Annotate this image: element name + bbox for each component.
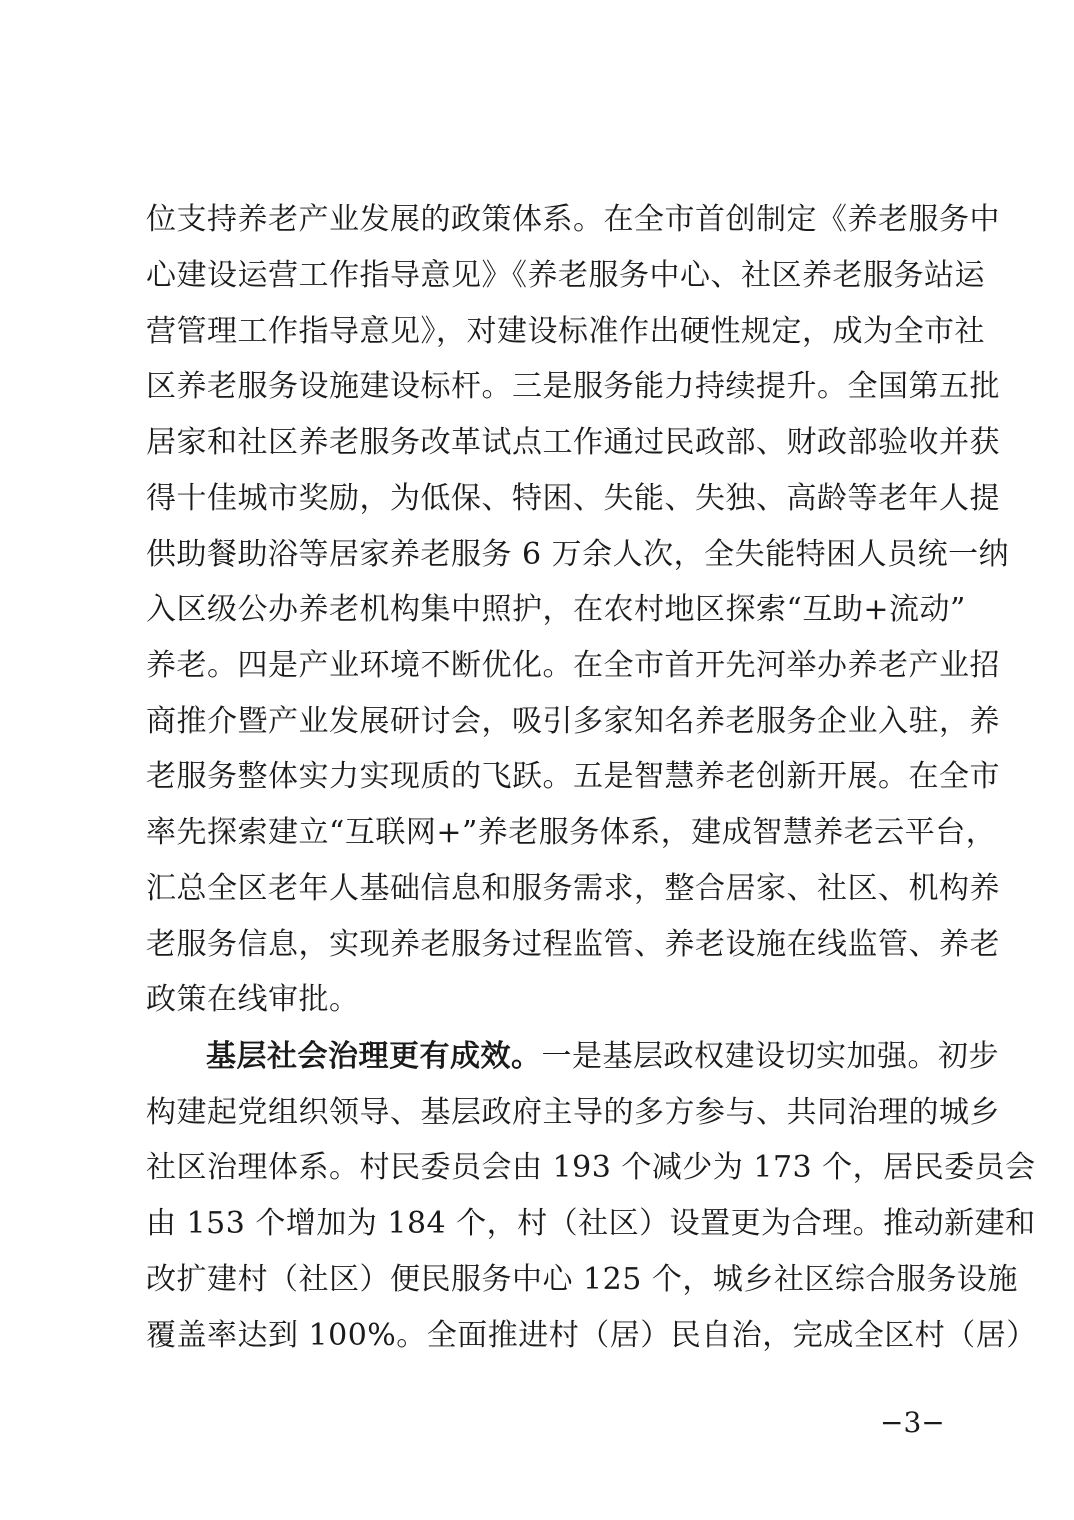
body-text-line: 营管理工作指导意见》，对建设标准作出硬性规定，成为全市社	[146, 314, 985, 349]
page-number: −3−	[880, 1406, 945, 1439]
paragraph-heading: 基层社会治理更有成效。	[206, 1039, 542, 1074]
body-text-line: 构建起党组织领导、基层政府主导的多方参与、共同治理的城乡	[146, 1095, 1000, 1130]
body-text-line: 商推介暨产业发展研讨会，吸引多家知名养老服务企业入驻，养	[146, 704, 1000, 739]
body-text-line: 养老。四是产业环境不断优化。在全市首开先河举办养老产业招	[146, 648, 1000, 683]
body-text-line: 汇总全区老年人基础信息和服务需求，整合居家、社区、机构养	[146, 871, 1000, 906]
body-text-line: 入区级公办养老机构集中照护，在农村地区探索“互助+流动”	[146, 592, 966, 627]
body-text-line: 心建设运营工作指导意见》《养老服务中心、社区养老服务站运	[146, 258, 985, 293]
body-text-line: 供助餐助浴等居家养老服务 6 万余人次，全失能特困人员统一纳	[146, 537, 1010, 572]
body-text-line: 居家和社区养老服务改革试点工作通过民政部、财政部验收并获	[146, 425, 1000, 460]
paragraph-first-line-text: 一是基层政权建设切实加强。初步	[541, 1039, 999, 1074]
body-text-line: 老服务整体实力实现质的飞跃。五是智慧养老创新开展。在全市	[146, 759, 1000, 794]
body-text-line: 政策在线审批。	[146, 982, 360, 1017]
body-text-line: 得十佳城市奖励，为低保、特困、失能、失独、高龄等老年人提	[146, 481, 1000, 516]
body-text-line: 覆盖率达到 100%。全面推进村（居）民自治，完成全区村（居）	[146, 1318, 1037, 1353]
body-text-line: 区养老服务设施建设标杆。三是服务能力持续提升。全国第五批	[146, 369, 1000, 404]
body-text-line: 由 153 个增加为 184 个，村（社区）设置更为合理。推动新建和	[146, 1206, 1036, 1241]
body-text-line: 位支持养老产业发展的政策体系。在全市首创制定《养老服务中	[146, 202, 1000, 237]
body-text-line: 老服务信息，实现养老服务过程监管、养老设施在线监管、养老	[146, 927, 1000, 962]
body-text-line: 率先探索建立“互联网+”养老服务体系，建成智慧养老云平台，	[146, 815, 997, 850]
body-text-line: 社区治理体系。村民委员会由 193 个减少为 173 个，居民委员会	[146, 1150, 1036, 1185]
paragraph-first-line	[206, 1037, 999, 1077]
body-text-line: 改扩建村（社区）便民服务中心 125 个，城乡社区综合服务设施	[146, 1262, 1018, 1297]
